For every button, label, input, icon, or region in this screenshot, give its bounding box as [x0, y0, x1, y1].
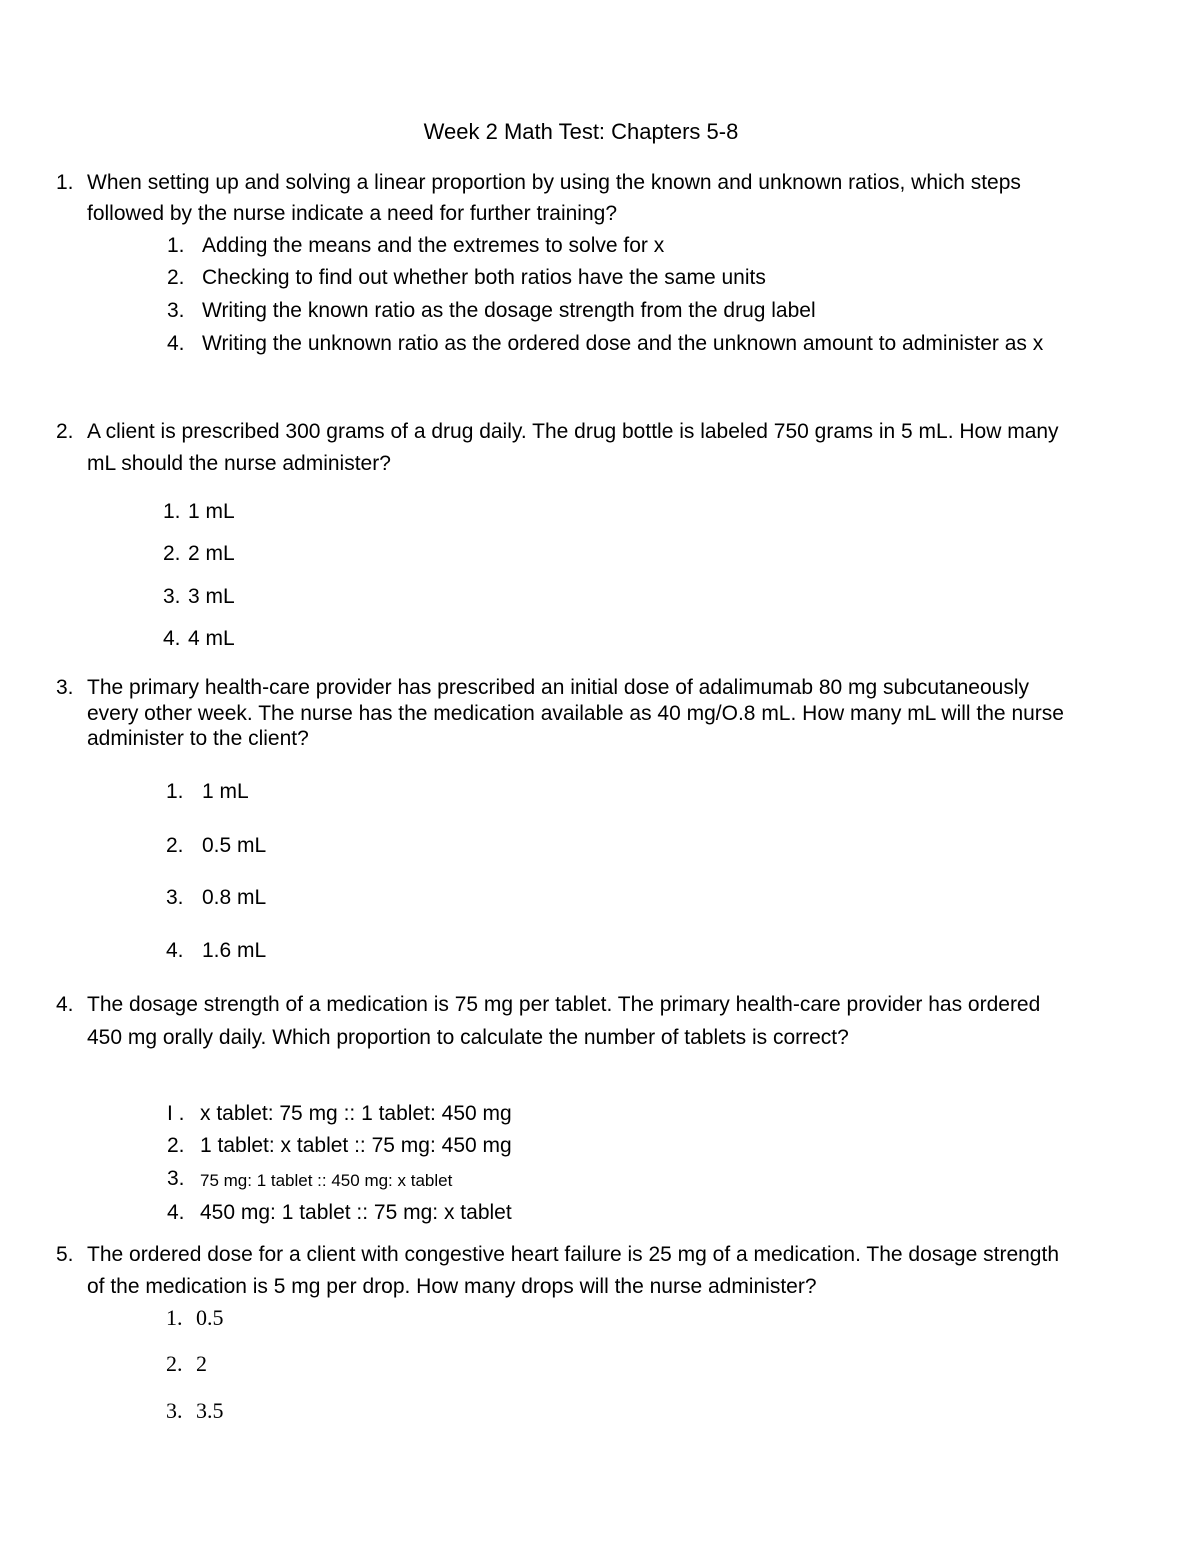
question-1-text-line-2: followed by the nurse indicate a need for further training?	[87, 202, 617, 225]
question-3-option-4-number: 4.	[166, 939, 184, 962]
question-1-text-line-1: When setting up and solving a linear proportion by using the known and unknown ratios, which steps	[87, 171, 1021, 194]
question-3-option-4-text: 1.6 mL	[202, 939, 267, 962]
question-5-option-2-number: 2.	[166, 1351, 183, 1376]
question-2-option-2-text: 2 mL	[188, 542, 235, 565]
question-4-option-2-text: 1 tablet: x tablet :: 75 mg: 450 mg	[200, 1134, 512, 1157]
question-2-option-3-number: 3.	[163, 585, 181, 608]
question-3-option-2-text: 0.5 mL	[202, 834, 267, 857]
question-3-option-1-number: 1.	[166, 780, 184, 803]
question-5-text-line-1: The ordered dose for a client with congestive heart failure is 25 mg of a medication. The dosage strength	[87, 1243, 1059, 1266]
page-title: Week 2 Math Test: Chapters 5-8	[423, 119, 739, 144]
question-1-option-2-number: 2.	[167, 266, 185, 289]
question-5-option-2-text: 2	[196, 1351, 207, 1376]
question-4-option-3-number: 3.	[167, 1167, 185, 1190]
question-2-option-2-number: 2.	[163, 542, 181, 565]
question-1-option-4-number: 4.	[167, 332, 185, 355]
question-1-option-3-text: Writing the known ratio as the dosage strength from the drug label	[202, 299, 816, 322]
question-1-option-3-number: 3.	[167, 299, 185, 322]
question-2-option-1-number: 1.	[163, 500, 181, 523]
question-3-option-3-text: 0.8 mL	[202, 886, 267, 909]
question-2-option-4-text: 4 mL	[188, 627, 235, 650]
question-2-number: 2.	[56, 420, 74, 443]
question-1-option-4-text: Writing the unknown ratio as the ordered dose and the unknown amount to administer as x	[202, 332, 1044, 355]
question-3-text-line-1: The primary health-care provider has prescribed an initial dose of adalimumab 80 mg subcutaneously	[87, 676, 1029, 699]
question-2-text-line-2: mL should the nurse administer?	[87, 452, 391, 475]
question-2-option-3-text: 3 mL	[188, 585, 235, 608]
question-4-option-4-text: 450 mg: 1 tablet :: 75 mg: x tablet	[200, 1201, 512, 1224]
question-4-option-1-number: I .	[167, 1102, 185, 1125]
question-3-text-line-3: administer to the client?	[87, 727, 309, 750]
question-3-option-1-text: 1 mL	[202, 780, 249, 803]
question-4-option-2-number: 2.	[167, 1134, 185, 1157]
question-1-number: 1.	[56, 171, 74, 194]
question-3-option-2-number: 2.	[166, 834, 184, 857]
question-3-number: 3.	[56, 676, 74, 699]
question-5-option-3-text: 3.5	[196, 1398, 224, 1423]
question-4-option-4-number: 4.	[167, 1201, 185, 1224]
question-4-option-1-text: x tablet: 75 mg :: 1 tablet: 450 mg	[200, 1102, 512, 1125]
question-4-text-line-1: The dosage strength of a medication is 75 mg per tablet. The primary health-care provider has ordered	[87, 993, 1041, 1016]
question-1-option-1-number: 1.	[167, 234, 185, 257]
question-1-option-2-text: Checking to find out whether both ratios have the same units	[202, 266, 766, 289]
question-4-text-line-2: 450 mg orally daily. Which proportion to calculate the number of tablets is correct?	[87, 1026, 849, 1049]
question-4-option-3-text: 75 mg: 1 tablet :: 450 mg: x tablet	[200, 1171, 453, 1190]
question-5-number: 5.	[56, 1243, 74, 1266]
question-5-option-3-number: 3.	[166, 1398, 183, 1423]
question-5-option-1-number: 1.	[166, 1305, 183, 1330]
question-3-option-3-number: 3.	[166, 886, 184, 909]
question-5-option-1-text: 0.5	[196, 1305, 224, 1330]
question-2-option-4-number: 4.	[163, 627, 181, 650]
question-2-text-line-1: A client is prescribed 300 grams of a drug daily. The drug bottle is labeled 750 grams in 5 mL. How many	[87, 420, 1059, 443]
question-3-text-line-2: every other week. The nurse has the medication available as 40 mg/O.8 mL. How many mL will the nurse	[87, 702, 1064, 725]
question-1-option-1-text: Adding the means and the extremes to solve for x	[202, 234, 665, 257]
question-5-text-line-2: of the medication is 5 mg per drop. How many drops will the nurse administer?	[87, 1275, 817, 1298]
question-4-number: 4.	[56, 993, 74, 1016]
question-2-option-1-text: 1 mL	[188, 500, 235, 523]
